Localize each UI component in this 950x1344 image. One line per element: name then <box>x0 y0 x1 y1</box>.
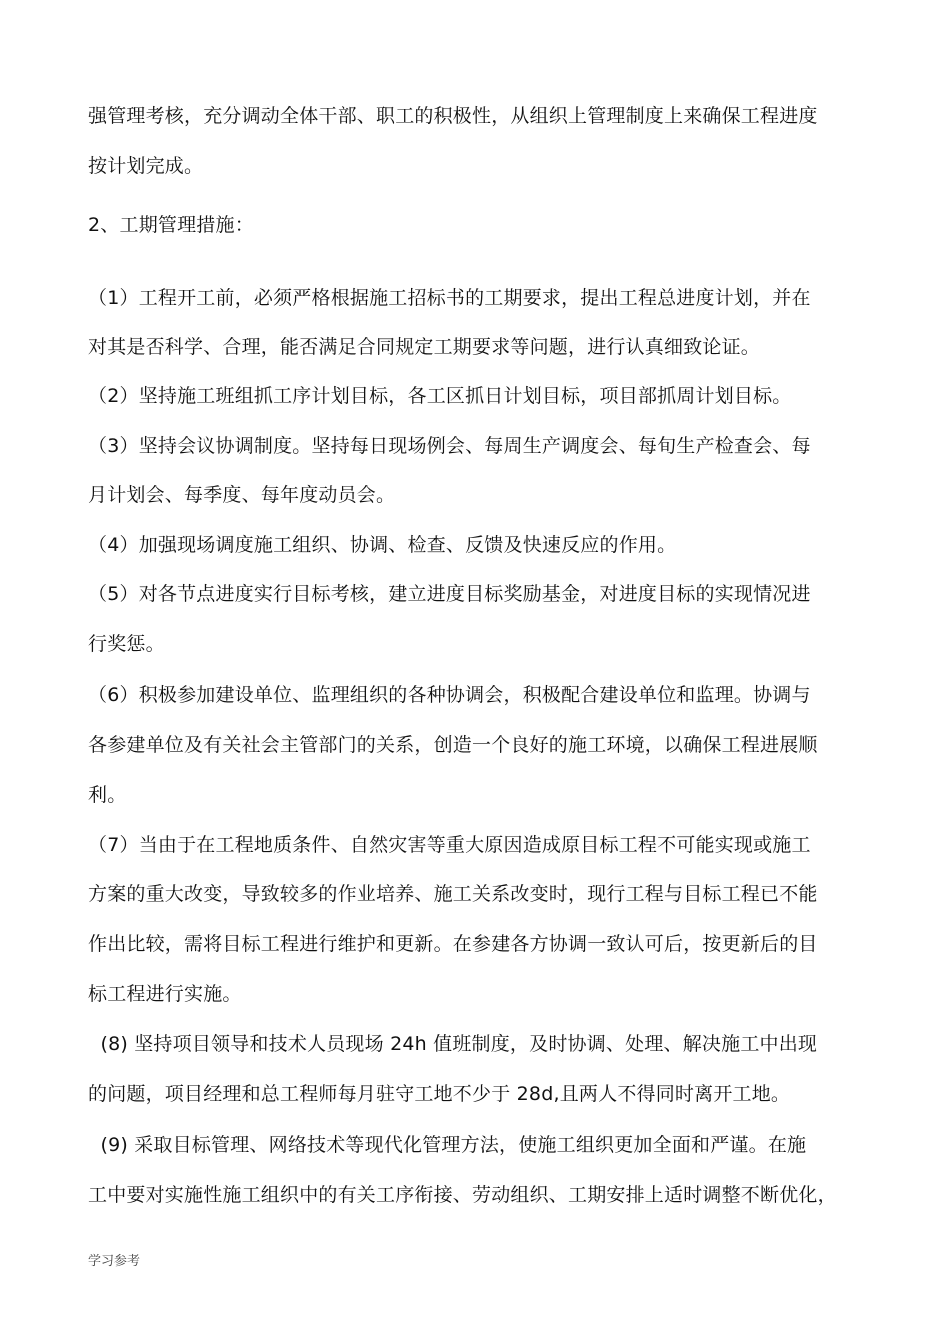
text-line: 强管理考核，充分调动全体干部、职工的积极性，从组织上管理制度上来确保工程进度 <box>88 105 818 127</box>
text-line: 利。 <box>88 784 127 806</box>
text-line: (9) 采取目标管理、网络技术等现代化管理方法，使施工组织更加全面和严谨。在施 <box>88 1134 807 1156</box>
text-line: (8) 坚持项目领导和技术人员现场 24h 值班制度，及时协调、处理、解决施工中出现 <box>88 1033 818 1055</box>
text-line: 按计划完成。 <box>88 155 204 177</box>
text-line: 作出比较，需将目标工程进行维护和更新。在参建各方协调一致认可后，按更新后的目 <box>88 933 818 955</box>
text-line: （6）积极参加建设单位、监理组织的各种协调会，积极配合建设单位和监理。协调与 <box>88 684 811 706</box>
page-footer: 学习参考 <box>88 1254 141 1269</box>
text-line: 工中要对实施性施工组织中的有关工序衔接、劳动组织、工期安排上适时调整不断优化， <box>88 1184 837 1206</box>
text-line: 行奖惩。 <box>88 633 165 655</box>
text-line: （1）工程开工前，必须严格根据施工招标书的工期要求，提出工程总进度计划，并在 <box>88 287 811 309</box>
text-line: 各参建单位及有关社会主管部门的关系，创造一个良好的施工环境，以确保工程进展顺 <box>88 734 818 756</box>
text-line: （5）对各节点进度实行目标考核，建立进度目标奖励基金，对进度目标的实现情况进 <box>88 583 811 605</box>
text-line: （2）坚持施工班组抓工序计划目标，各工区抓日计划目标，项目部抓周计划目标。 <box>88 385 792 407</box>
section-heading: 2、工期管理措施： <box>88 214 254 236</box>
text-line: （7）当由于在工程地质条件、自然灾害等重大原因造成原目标工程不可能实现或施工 <box>88 834 811 856</box>
text-line: 月计划会、每季度、每年度动员会。 <box>88 484 396 506</box>
text-line: 的问题，项目经理和总工程师每月驻守工地不少于 28d,且两人不得同时离开工地。 <box>88 1083 791 1105</box>
text-line: 方案的重大改变，导致较多的作业培养、施工关系改变时，现行工程与目标工程已不能 <box>88 883 818 905</box>
text-line: （4）加强现场调度施工组织、协调、检查、反馈及快速反应的作用。 <box>88 534 677 556</box>
text-line: （3）坚持会议协调制度。坚持每日现场例会、每周生产调度会、每旬生产检查会、每 <box>88 435 811 457</box>
text-line: 对其是否科学、合理，能否满足合同规定工期要求等问题，进行认真细致论证。 <box>88 336 761 358</box>
text-line: 标工程进行实施。 <box>88 983 242 1005</box>
